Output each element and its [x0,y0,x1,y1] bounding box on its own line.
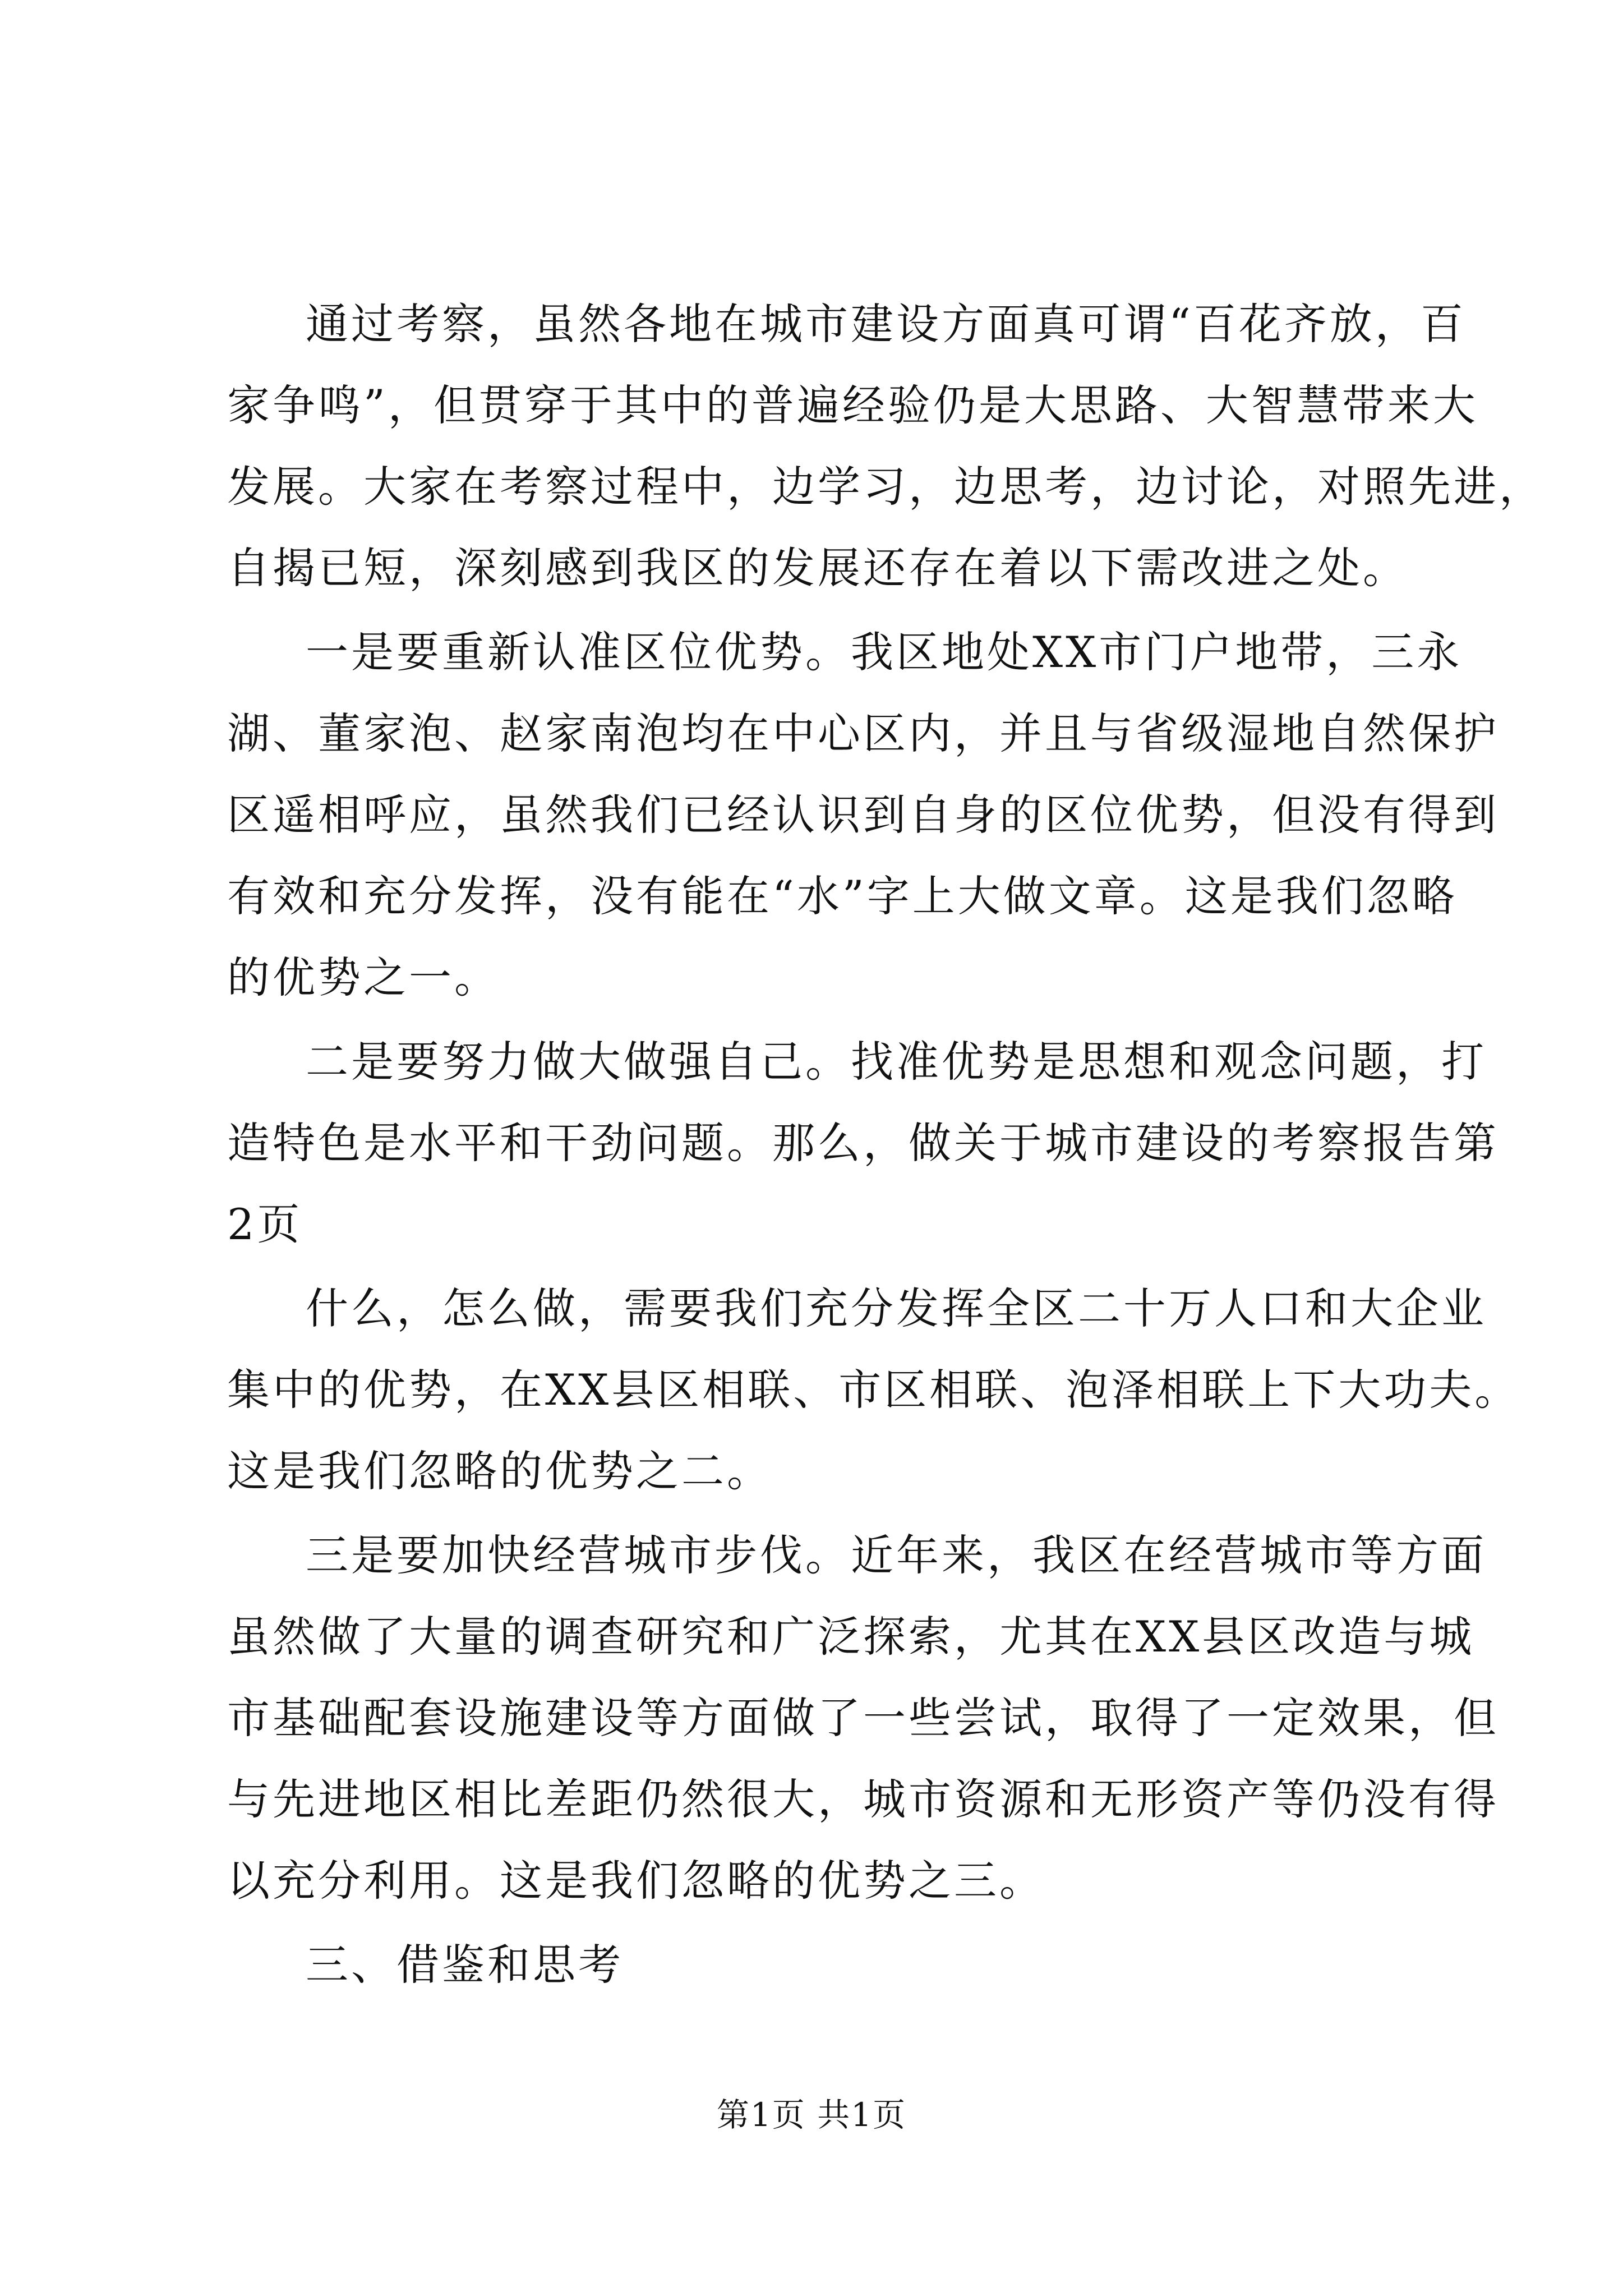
text-line: 集中的优势，在XX县区相联、市区相联、泡泽相联上下大功夫。 [227,1365,1520,1415]
text-line: 通过考察，虽然各地在城市建设方面真可谓“百花齐放，百 [306,299,1466,349]
text-line: 造特色是水平和干劲问题。那么，做关于城市建设的考察报告第 [227,1118,1499,1168]
text-line: 家争鸣”，但贯穿于其中的普遍经验仍是大思路、大智慧带来大 [227,380,1478,430]
text-line: 湖、董家泡、赵家南泡均在中心区内，并且与省级湿地自然保护 [227,708,1499,758]
text-line: 自揭已短，深刻感到我区的发展还存在着以下需改进之处。 [227,543,1408,593]
text-line: 的优势之一。 [227,953,500,1002]
text-line: 区遥相呼应，虽然我们已经认识到自身的区位优势，但没有得到 [227,790,1499,840]
text-line: 发展。大家在考察过程中，边学习，边思考，边讨论，对照先进， [227,462,1544,512]
text-line: 市基础配套设施建设等方面做了一些尝试，取得了一定效果，但 [227,1693,1499,1743]
text-line: 虽然做了大量的调查研究和广泛探索，尤其在XX县区改造与城 [227,1612,1475,1662]
text-line: 二是要努力做大做强自己。找准优势是思想和观念问题，打 [306,1037,1487,1087]
text-line: 什么，怎么做，需要我们充分发挥全区二十万人口和大企业 [306,1283,1487,1333]
text-line: 与先进地区相比差距仍然很大，城市资源和无形资产等仍没有得 [227,1774,1499,1824]
page-footer: 第1页 共1页 [716,2096,907,2134]
text-line: 有效和充分发挥，没有能在“水”字上大做文章。这是我们忽略 [227,871,1458,921]
text-line: 三是要加快经营城市步伐。近年来，我区在经营城市等方面 [306,1530,1487,1580]
text-line: 这是我们忽略的优势之二。 [227,1446,772,1496]
text-line: 一是要重新认准区位优势。我区地处XX市门户地带，三永 [306,627,1463,677]
section-heading: 三、借鉴和思考 [306,1940,624,1990]
text-line: 2页 [227,1199,303,1249]
text-line: 以充分利用。这是我们忽略的优势之三。 [227,1856,1045,1906]
